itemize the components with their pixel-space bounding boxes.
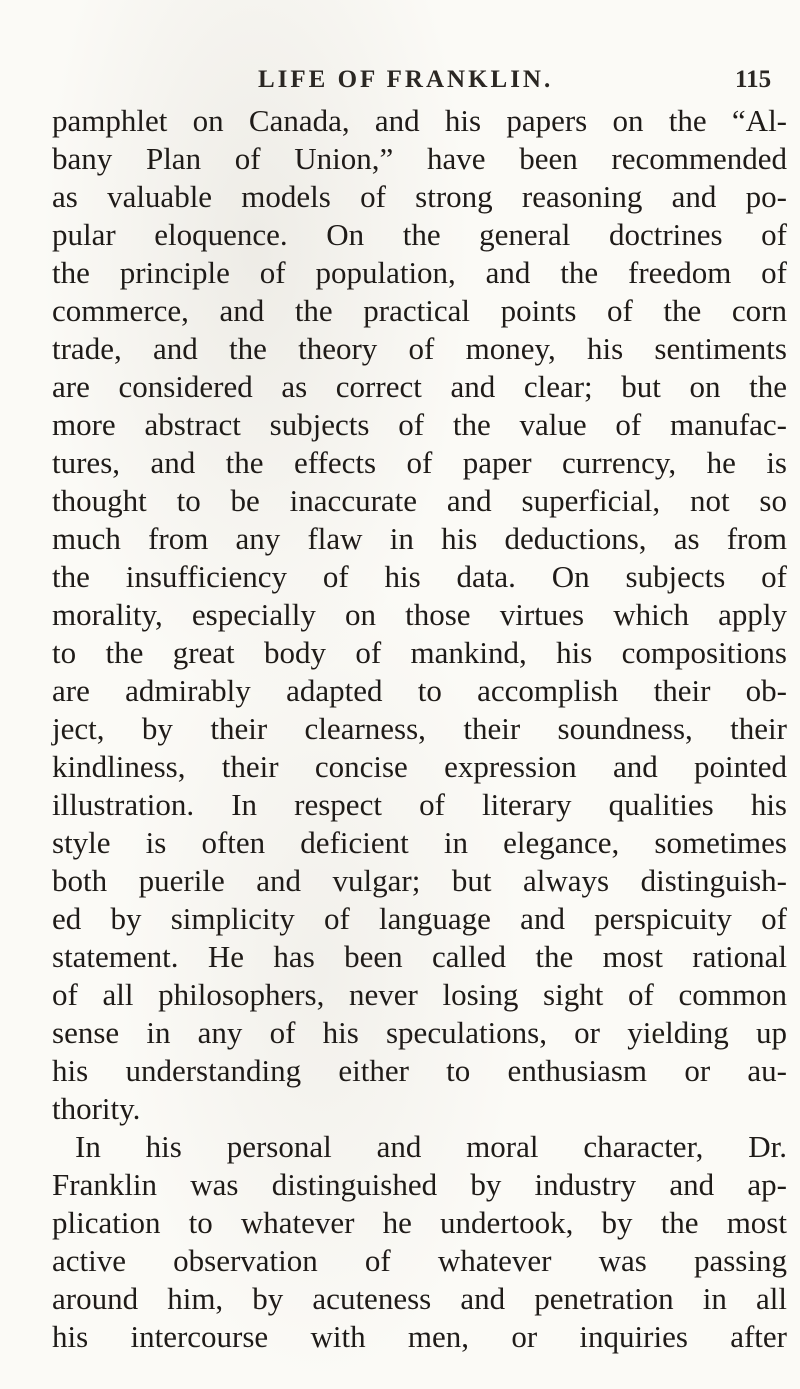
text-line: ject, by their clearness, their soundness, their — [52, 711, 787, 746]
text-line: ed by simplicity of language and perspicuity of — [52, 901, 787, 936]
page-number: 115 — [735, 66, 772, 93]
running-head — [0, 58, 800, 98]
text-line: as valuable models of strong reasoning and po- — [52, 179, 787, 214]
text-line: his understanding either to enthusiasm or au- — [52, 1053, 787, 1088]
text-line: bany Plan of Union,” have been recommended — [52, 141, 787, 176]
text-line: more abstract subjects of the value of manufac- — [52, 407, 787, 442]
text-line: around him, by acuteness and penetration in all — [52, 1281, 787, 1316]
text-line: of all philosophers, never losing sight of common — [52, 977, 787, 1012]
text-line-paragraph-start: In his personal and moral character, Dr. — [75, 1129, 787, 1164]
text-line: pamphlet on Canada, and his papers on the “Al- — [52, 103, 787, 138]
text-line: his intercourse with men, or inquiries after — [52, 1319, 787, 1354]
text-line-paragraph-end: thority. — [52, 1091, 141, 1126]
text-line: pular eloquence. On the general doctrines of — [52, 217, 787, 252]
text-line: the principle of population, and the freedom of — [52, 255, 787, 290]
text-line: illustration. In respect of literary qualities his — [52, 787, 787, 822]
text-line: to the great body of mankind, his compositions — [52, 635, 787, 670]
text-line: tures, and the effects of paper currency, he is — [52, 445, 787, 480]
text-line: the insufficiency of his data. On subjects of — [52, 559, 787, 594]
text-line: are considered as correct and clear; but on the — [52, 369, 787, 404]
text-line: sense in any of his speculations, or yielding up — [52, 1015, 787, 1050]
text-line: are admirably adapted to accomplish their ob- — [52, 673, 787, 708]
running-head-title: LIFE OF FRANKLIN. — [258, 66, 554, 93]
text-line: Franklin was distinguished by industry and ap- — [52, 1167, 787, 1202]
text-line: trade, and the theory of money, his sentiments — [52, 331, 787, 366]
text-line: commerce, and the practical points of the corn — [52, 293, 787, 328]
text-line: much from any flaw in his deductions, as from — [52, 521, 787, 556]
text-line: statement. He has been called the most rational — [52, 939, 787, 974]
text-line: style is often deficient in elegance, sometimes — [52, 825, 787, 860]
text-line: kindliness, their concise expression and pointed — [52, 749, 787, 784]
text-line: active observation of whatever was passing — [52, 1243, 787, 1278]
text-line: thought to be inaccurate and superficial, not so — [52, 483, 787, 518]
text-line: morality, especially on those virtues which apply — [52, 597, 787, 632]
text-line: plication to whatever he undertook, by the most — [52, 1205, 787, 1240]
text-line: both puerile and vulgar; but always distinguish- — [52, 863, 787, 898]
